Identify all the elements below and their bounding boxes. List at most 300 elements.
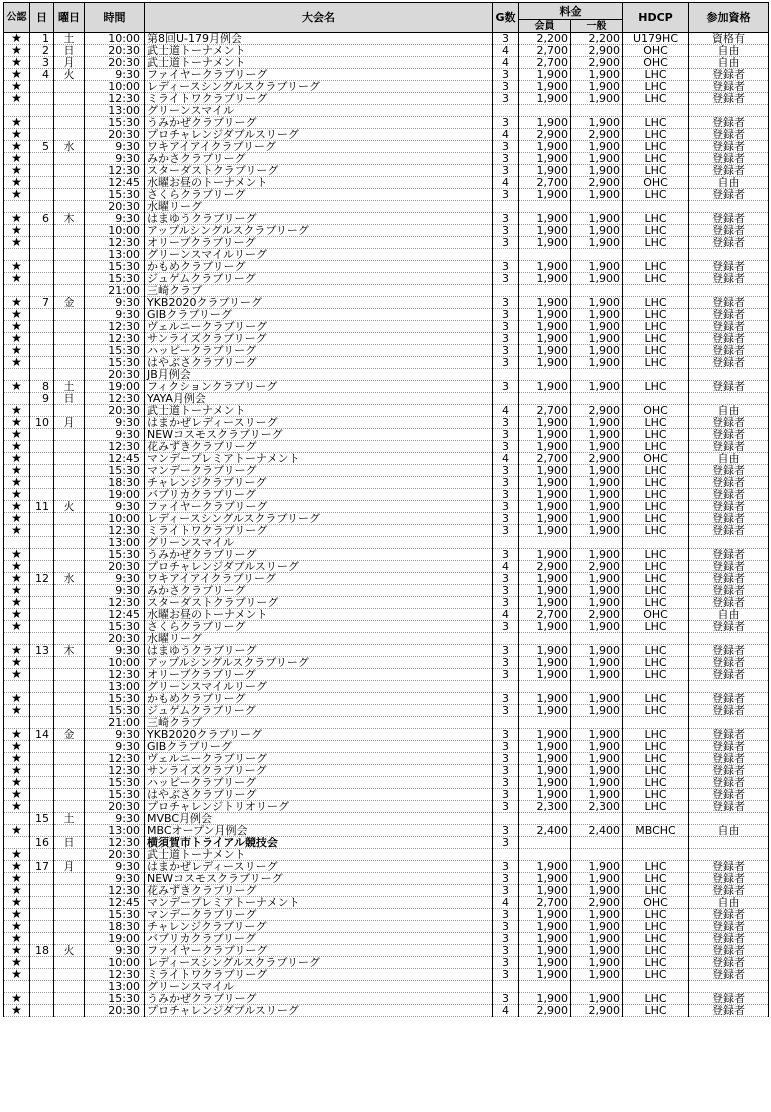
member-fee-cell	[519, 717, 571, 729]
day-cell	[30, 693, 54, 705]
weekday-cell	[54, 81, 85, 93]
official-star-icon: ★	[4, 45, 30, 57]
official-star-icon: ★	[4, 489, 30, 501]
official-star-icon	[4, 201, 30, 213]
table-row	[4, 33, 769, 45]
weekday-cell	[54, 309, 85, 321]
time-cell: 12:30	[85, 597, 145, 609]
time-cell: 9:30	[85, 813, 145, 825]
games-cell: 3	[493, 465, 519, 477]
games-cell	[493, 849, 519, 861]
event-name-cell: ミライトワクラブリーグ	[145, 93, 493, 105]
general-fee-cell: 1,900	[571, 81, 623, 93]
official-star-icon: ★	[4, 957, 30, 969]
table-row	[4, 237, 769, 249]
time-cell: 21:00	[85, 717, 145, 729]
event-name-cell: うみかぜクラブリーグ	[145, 549, 493, 561]
time-cell: 10:00	[85, 33, 145, 45]
time-cell: 9:30	[85, 729, 145, 741]
general-fee-cell	[571, 369, 623, 381]
games-cell: 3	[493, 273, 519, 285]
table-row	[4, 861, 769, 873]
member-fee-cell	[519, 105, 571, 117]
games-cell: 3	[493, 225, 519, 237]
member-fee-cell	[519, 681, 571, 693]
event-name-cell: マンデークラブリーグ	[145, 465, 493, 477]
weekday-cell	[54, 165, 85, 177]
day-cell	[30, 249, 54, 261]
official-star-icon: ★	[4, 237, 30, 249]
qualification-cell	[689, 813, 769, 825]
hdcp-cell: LHC	[623, 297, 689, 309]
official-star-icon: ★	[4, 381, 30, 393]
hdcp-cell: LHC	[623, 657, 689, 669]
event-name-cell: はやぶさクラブリーグ	[145, 789, 493, 801]
general-fee-cell: 1,900	[571, 117, 623, 129]
member-fee-cell: 1,900	[519, 213, 571, 225]
games-cell: 3	[493, 777, 519, 789]
member-fee-cell: 1,900	[519, 789, 571, 801]
time-cell: 12:30	[85, 669, 145, 681]
time-cell: 15:30	[85, 189, 145, 201]
weekday-cell	[54, 981, 85, 993]
hdcp-cell: LHC	[623, 465, 689, 477]
time-cell: 15:30	[85, 693, 145, 705]
games-cell: 3	[493, 93, 519, 105]
table-row	[4, 201, 769, 213]
official-star-icon: ★	[4, 669, 30, 681]
member-fee-cell: 1,900	[519, 261, 571, 273]
hdcp-cell: LHC	[623, 93, 689, 105]
qualification-cell	[689, 981, 769, 993]
day-cell	[30, 585, 54, 597]
weekday-cell	[54, 765, 85, 777]
day-cell: 17	[30, 861, 54, 873]
qualification-cell: 登録者	[689, 669, 769, 681]
qualification-cell: 自由	[689, 825, 769, 837]
event-name-cell: レディースシングルスクラブリーグ	[145, 513, 493, 525]
general-fee-cell: 1,900	[571, 273, 623, 285]
general-fee-cell: 2,900	[571, 405, 623, 417]
event-name-cell: プロチャレンジダブルスリーグ	[145, 129, 493, 141]
hdcp-cell: LHC	[623, 741, 689, 753]
weekday-cell	[54, 357, 85, 369]
weekday-cell: 金	[54, 729, 85, 741]
time-cell: 12:45	[85, 177, 145, 189]
hdcp-cell: LHC	[623, 309, 689, 321]
general-fee-cell: 1,900	[571, 597, 623, 609]
event-name-cell: アップルシングルスクラブリーグ	[145, 657, 493, 669]
table-row	[4, 153, 769, 165]
time-cell: 10:00	[85, 513, 145, 525]
member-fee-cell: 1,900	[519, 429, 571, 441]
event-name-cell: バブリカクラブリーグ	[145, 489, 493, 501]
hdcp-cell: U179HC	[623, 33, 689, 45]
official-star-icon: ★	[4, 801, 30, 813]
weekday-cell	[54, 789, 85, 801]
qualification-cell: 登録者	[689, 789, 769, 801]
weekday-cell	[54, 249, 85, 261]
day-cell	[30, 933, 54, 945]
games-cell	[493, 249, 519, 261]
day-cell: 4	[30, 69, 54, 81]
official-star-icon: ★	[4, 513, 30, 525]
member-fee-cell: 2,700	[519, 453, 571, 465]
table-row	[4, 501, 769, 513]
hdcp-cell: LHC	[623, 945, 689, 957]
member-fee-cell: 1,900	[519, 597, 571, 609]
time-cell: 21:00	[85, 285, 145, 297]
time-cell: 12:45	[85, 609, 145, 621]
time-cell: 9:30	[85, 297, 145, 309]
day-cell: 9	[30, 393, 54, 405]
games-cell: 3	[493, 645, 519, 657]
member-fee-cell: 2,700	[519, 405, 571, 417]
games-cell: 4	[493, 453, 519, 465]
qualification-cell: 登録者	[689, 189, 769, 201]
event-name-cell: NEWコスモスクラブリーグ	[145, 873, 493, 885]
weekday-cell	[54, 237, 85, 249]
member-fee-cell: 1,900	[519, 573, 571, 585]
general-fee-cell: 2,900	[571, 561, 623, 573]
qualification-cell	[689, 837, 769, 849]
qualification-cell	[689, 717, 769, 729]
general-fee-cell: 1,900	[571, 381, 623, 393]
general-fee-cell: 1,900	[571, 765, 623, 777]
time-cell: 12:30	[85, 837, 145, 849]
games-cell: 3	[493, 789, 519, 801]
weekday-cell: 月	[54, 57, 85, 69]
weekday-cell	[54, 513, 85, 525]
day-cell: 7	[30, 297, 54, 309]
header-fee: 料金	[519, 3, 623, 20]
time-cell: 12:45	[85, 897, 145, 909]
time-cell: 12:30	[85, 393, 145, 405]
weekday-cell	[54, 477, 85, 489]
member-fee-cell	[519, 537, 571, 549]
member-fee-cell: 1,900	[519, 657, 571, 669]
games-cell: 4	[493, 561, 519, 573]
hdcp-cell: OHC	[623, 177, 689, 189]
general-fee-cell	[571, 981, 623, 993]
weekday-cell	[54, 777, 85, 789]
hdcp-cell: LHC	[623, 693, 689, 705]
time-cell: 20:30	[85, 45, 145, 57]
official-star-icon: ★	[4, 705, 30, 717]
weekday-cell	[54, 909, 85, 921]
time-cell: 13:00	[85, 681, 145, 693]
qualification-cell: 自由	[689, 45, 769, 57]
weekday-cell: 日	[54, 45, 85, 57]
games-cell: 3	[493, 117, 519, 129]
event-name-cell: グリーンスマイル	[145, 537, 493, 549]
table-row	[4, 705, 769, 717]
hdcp-cell	[623, 681, 689, 693]
qualification-cell: 登録者	[689, 333, 769, 345]
table-row	[4, 561, 769, 573]
weekday-cell	[54, 273, 85, 285]
day-cell	[30, 177, 54, 189]
time-cell: 20:30	[85, 801, 145, 813]
table-row	[4, 957, 769, 969]
qualification-cell	[689, 633, 769, 645]
time-cell: 20:30	[85, 201, 145, 213]
games-cell: 3	[493, 69, 519, 81]
member-fee-cell: 1,900	[519, 705, 571, 717]
games-cell: 3	[493, 189, 519, 201]
member-fee-cell: 1,900	[519, 525, 571, 537]
weekday-cell	[54, 885, 85, 897]
games-cell	[493, 369, 519, 381]
qualification-cell: 登録者	[689, 873, 769, 885]
weekday-cell	[54, 285, 85, 297]
table-row	[4, 993, 769, 1005]
official-star-icon: ★	[4, 477, 30, 489]
weekday-cell	[54, 465, 85, 477]
table-row	[4, 285, 769, 297]
official-star-icon: ★	[4, 933, 30, 945]
official-star-icon: ★	[4, 81, 30, 93]
event-name-cell: ミライトワクラブリーグ	[145, 525, 493, 537]
day-cell: 12	[30, 573, 54, 585]
day-cell	[30, 741, 54, 753]
general-fee-cell: 1,900	[571, 585, 623, 597]
qualification-cell: 登録者	[689, 381, 769, 393]
day-cell: 11	[30, 501, 54, 513]
day-cell: 5	[30, 141, 54, 153]
member-fee-cell	[519, 285, 571, 297]
hdcp-cell: LHC	[623, 861, 689, 873]
weekday-cell	[54, 957, 85, 969]
general-fee-cell	[571, 717, 623, 729]
weekday-cell	[54, 657, 85, 669]
day-cell	[30, 657, 54, 669]
games-cell: 3	[493, 993, 519, 1005]
general-fee-cell: 1,900	[571, 729, 623, 741]
day-cell	[30, 369, 54, 381]
member-fee-cell: 1,900	[519, 753, 571, 765]
hdcp-cell: LHC	[623, 993, 689, 1005]
weekday-cell	[54, 369, 85, 381]
time-cell: 19:00	[85, 381, 145, 393]
member-fee-cell: 1,900	[519, 741, 571, 753]
official-star-icon: ★	[4, 177, 30, 189]
day-cell	[30, 993, 54, 1005]
games-cell: 3	[493, 753, 519, 765]
member-fee-cell: 1,900	[519, 417, 571, 429]
hdcp-cell	[623, 393, 689, 405]
weekday-cell	[54, 489, 85, 501]
hdcp-cell: LHC	[623, 225, 689, 237]
qualification-cell	[689, 201, 769, 213]
games-cell: 3	[493, 837, 519, 849]
games-cell: 3	[493, 213, 519, 225]
official-star-icon: ★	[4, 789, 30, 801]
general-fee-cell	[571, 837, 623, 849]
day-cell	[30, 165, 54, 177]
table-row	[4, 417, 769, 429]
event-name-cell: サンライズクラブリーグ	[145, 765, 493, 777]
weekday-cell	[54, 873, 85, 885]
games-cell: 3	[493, 357, 519, 369]
event-name-cell: YKB2020クラブリーグ	[145, 729, 493, 741]
member-fee-cell: 1,900	[519, 357, 571, 369]
header-day: 日	[30, 3, 54, 33]
member-fee-cell: 1,900	[519, 321, 571, 333]
games-cell: 3	[493, 309, 519, 321]
games-cell: 3	[493, 297, 519, 309]
weekday-cell	[54, 93, 85, 105]
games-cell	[493, 981, 519, 993]
qualification-cell: 登録者	[689, 1005, 769, 1017]
day-cell	[30, 321, 54, 333]
table-row	[4, 621, 769, 633]
header-games: G数	[493, 3, 519, 33]
official-star-icon: ★	[4, 309, 30, 321]
header-member: 会員	[519, 20, 571, 33]
official-star-icon: ★	[4, 297, 30, 309]
qualification-cell: 登録者	[689, 969, 769, 981]
day-cell	[30, 897, 54, 909]
weekday-cell	[54, 333, 85, 345]
hdcp-cell: LHC	[623, 765, 689, 777]
day-cell: 18	[30, 945, 54, 957]
day-cell	[30, 465, 54, 477]
day-cell: 16	[30, 837, 54, 849]
games-cell: 3	[493, 549, 519, 561]
qualification-cell: 登録者	[689, 993, 769, 1005]
qualification-cell: 登録者	[689, 933, 769, 945]
weekday-cell	[54, 633, 85, 645]
weekday-cell: 土	[54, 813, 85, 825]
official-star-icon: ★	[4, 969, 30, 981]
weekday-cell	[54, 609, 85, 621]
member-fee-cell: 1,900	[519, 345, 571, 357]
official-star-icon: ★	[4, 117, 30, 129]
time-cell: 13:00	[85, 105, 145, 117]
games-cell: 3	[493, 141, 519, 153]
member-fee-cell: 1,900	[519, 993, 571, 1005]
day-cell: 14	[30, 729, 54, 741]
event-name-cell: オリーブクラブリーグ	[145, 669, 493, 681]
schedule-body	[4, 33, 769, 1017]
member-fee-cell: 1,900	[519, 585, 571, 597]
table-row	[4, 681, 769, 693]
games-cell: 3	[493, 441, 519, 453]
weekday-cell	[54, 225, 85, 237]
general-fee-cell: 1,900	[571, 693, 623, 705]
time-cell: 15:30	[85, 549, 145, 561]
official-star-icon: ★	[4, 1005, 30, 1017]
general-fee-cell: 1,900	[571, 513, 623, 525]
games-cell: 3	[493, 705, 519, 717]
games-cell: 3	[493, 741, 519, 753]
general-fee-cell: 1,900	[571, 957, 623, 969]
day-cell	[30, 285, 54, 297]
hdcp-cell	[623, 837, 689, 849]
games-cell: 4	[493, 405, 519, 417]
general-fee-cell: 1,900	[571, 525, 623, 537]
official-star-icon: ★	[4, 945, 30, 957]
qualification-cell: 登録者	[689, 429, 769, 441]
hdcp-cell: LHC	[623, 969, 689, 981]
table-row	[4, 441, 769, 453]
hdcp-cell	[623, 633, 689, 645]
event-name-cell: NEWコスモスクラブリーグ	[145, 429, 493, 441]
day-cell	[30, 453, 54, 465]
table-row	[4, 1005, 769, 1017]
table-row	[4, 969, 769, 981]
weekday-cell	[54, 969, 85, 981]
day-cell	[30, 633, 54, 645]
event-name-cell: うみかぜクラブリーグ	[145, 117, 493, 129]
official-star-icon: ★	[4, 921, 30, 933]
weekday-cell: 火	[54, 945, 85, 957]
qualification-cell	[689, 393, 769, 405]
qualification-cell: 登録者	[689, 549, 769, 561]
official-star-icon	[4, 369, 30, 381]
games-cell: 3	[493, 345, 519, 357]
table-row	[4, 609, 769, 621]
games-cell: 3	[493, 525, 519, 537]
general-fee-cell: 1,900	[571, 93, 623, 105]
time-cell: 9:30	[85, 309, 145, 321]
member-fee-cell: 1,900	[519, 81, 571, 93]
event-name-cell: GIBクラブリーグ	[145, 741, 493, 753]
official-star-icon: ★	[4, 141, 30, 153]
hdcp-cell: OHC	[623, 453, 689, 465]
member-fee-cell	[519, 813, 571, 825]
qualification-cell: 自由	[689, 453, 769, 465]
weekday-cell	[54, 717, 85, 729]
games-cell	[493, 717, 519, 729]
weekday-cell	[54, 993, 85, 1005]
games-cell: 3	[493, 669, 519, 681]
event-name-cell: ハッピークラブリーグ	[145, 777, 493, 789]
time-cell: 9:30	[85, 573, 145, 585]
time-cell: 15:30	[85, 909, 145, 921]
general-fee-cell: 1,900	[571, 489, 623, 501]
member-fee-cell: 1,900	[519, 501, 571, 513]
member-fee-cell	[519, 393, 571, 405]
time-cell: 15:30	[85, 345, 145, 357]
hdcp-cell: LHC	[623, 261, 689, 273]
general-fee-cell: 2,900	[571, 45, 623, 57]
official-star-icon	[4, 285, 30, 297]
official-star-icon: ★	[4, 405, 30, 417]
table-row	[4, 105, 769, 117]
table-row	[4, 213, 769, 225]
time-cell: 15:30	[85, 777, 145, 789]
event-name-cell: はやぶさクラブリーグ	[145, 357, 493, 369]
weekday-cell: 水	[54, 141, 85, 153]
weekday-cell: 月	[54, 861, 85, 873]
qualification-cell: 登録者	[689, 81, 769, 93]
day-cell	[30, 357, 54, 369]
member-fee-cell: 1,900	[519, 477, 571, 489]
qualification-cell	[689, 105, 769, 117]
official-star-icon: ★	[4, 777, 30, 789]
qualification-cell: 登録者	[689, 657, 769, 669]
event-name-cell: ヴェルニークラブリーグ	[145, 321, 493, 333]
general-fee-cell: 1,900	[571, 645, 623, 657]
qualification-cell: 自由	[689, 897, 769, 909]
table-row	[4, 129, 769, 141]
games-cell	[493, 633, 519, 645]
event-name-cell: 武士道トーナメント	[145, 405, 493, 417]
hdcp-cell	[623, 813, 689, 825]
weekday-cell	[54, 825, 85, 837]
